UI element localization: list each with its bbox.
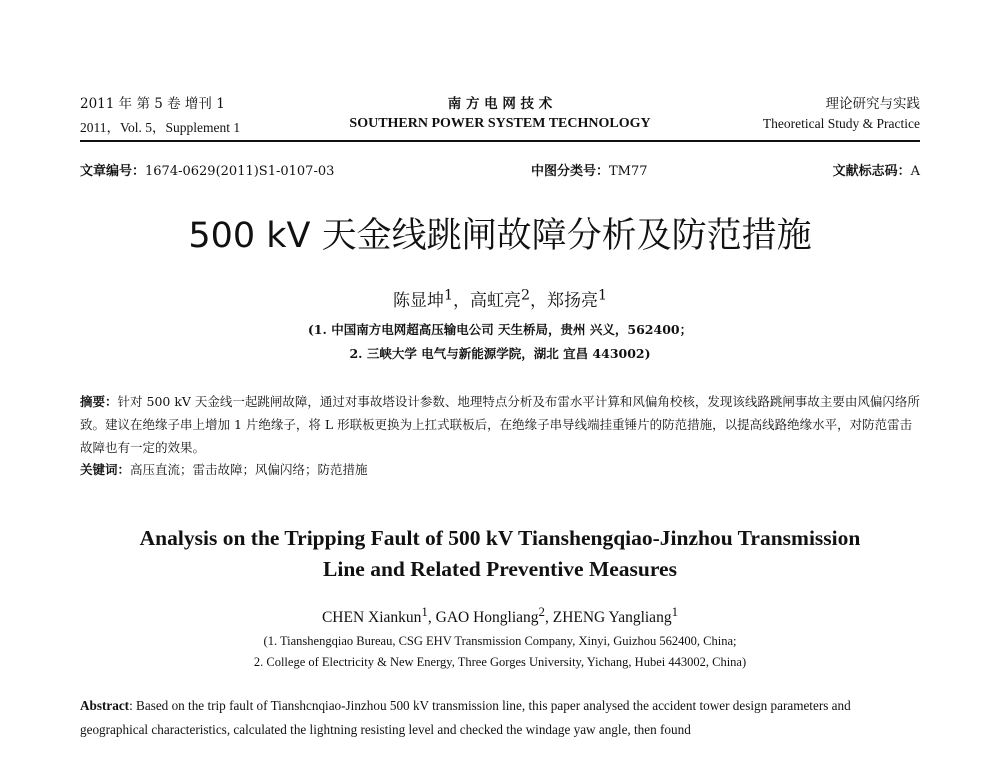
author-affiliation-mark: 2 — [538, 604, 545, 619]
english-abstract-text: : Based on the trip fault of Tianshcnqiao-Jinzhou 500 kV transmission line, this paper analysed the accident tower design parameters and geographical characteristics, calculated the lightning resisting level and checked the windage yaw angle, then found — [80, 698, 851, 737]
author-affiliation-mark: 1 — [671, 604, 679, 619]
english-title-line-2: Line and Related Preventive Measures — [323, 557, 677, 581]
chinese-abstract — [80, 390, 920, 459]
article-number-value: 1674-0629(2011)S1-0107-03 — [145, 164, 335, 179]
author-affiliation-mark: 1 — [598, 287, 608, 304]
document-code-label: 文献标志码： — [832, 164, 911, 179]
author-name: GAO Hongliang — [435, 609, 539, 627]
article-number-label: 文章编号： — [80, 164, 146, 179]
chinese-keywords — [80, 460, 920, 478]
author-separator: , — [544, 609, 553, 627]
article-meta — [80, 160, 920, 180]
author-affiliation-mark: 1 — [443, 287, 453, 304]
author-affiliation-mark: 2 — [520, 287, 530, 304]
article-number — [80, 160, 334, 179]
author-affiliation-mark: 1 — [421, 604, 428, 619]
author-name: CHEN Xiankun — [321, 609, 422, 627]
header-journal-name-cn: 南 方 电 网 技 术 — [447, 96, 553, 112]
clc-label: 中图分类号： — [531, 164, 610, 179]
author-name: 高虹亮 — [469, 291, 521, 311]
header-issue-en: 2011，Vol. 5，Supplement 1 — [80, 120, 241, 135]
chinese-title: 500 kV 天金线跳闸故障分析及防范措施 — [188, 216, 812, 256]
english-abstract — [80, 694, 920, 742]
chinese-keywords-label: 关键词： — [80, 462, 131, 477]
english-authors — [0, 604, 1000, 627]
header-section-cn: 理论研究与实践 — [825, 96, 920, 112]
document-code-value: A — [910, 164, 920, 179]
english-affiliation-1: (1. Tianshengqiao Bureau, CSG EHV Transmission Company, Xinyi, Guizhou 562400, China; — [263, 634, 737, 648]
author-separator: , — [427, 609, 436, 627]
author-separator: ， — [530, 291, 547, 311]
header-section-en: Theoretical Study & Practice — [762, 116, 920, 131]
author-name: ZHENG Yangliang — [552, 609, 672, 627]
header-divider — [80, 140, 920, 142]
clc-number — [531, 160, 648, 179]
chinese-abstract-text: 针对 500 kV 天金线一起跳闸故障，通过对事故塔设计参数、地理特点分析及布雷水平计算和风偏角校核，发现该线路跳闸事故主要由风偏闪络所致。建议在绝缘子串上增加 1 片绝缘子，将 L 形联板更换为上扛式联板后，在绝缘子串导线端挂重锤片的防范措施，以提高线路绝缘水平，对防范雷击故障也有一定的效果。 — [80, 394, 920, 455]
clc-value: TM77 — [609, 164, 648, 179]
english-abstract-label: Abstract — [80, 698, 130, 713]
header-row-chinese — [80, 92, 920, 114]
chinese-affiliation-2: 2. 三峡大学 电气与新能源学院，湖北 宜昌 443002) — [349, 346, 651, 361]
author-separator: ， — [452, 291, 470, 311]
english-affiliation-2: 2. College of Electricity & New Energy, Three Gorges University, Yichang, Hubei 443002, China) — [253, 655, 747, 669]
author-name: 陈显坤 — [392, 291, 444, 311]
chinese-affiliation-1: (1. 中国南方电网超高压输电公司 天生桥局，贵州 兴义，562400； — [307, 322, 693, 337]
chinese-keywords-text: 高压直流；雷击故障；风偏闪络；防范措施 — [130, 462, 368, 477]
journal-header — [80, 92, 920, 142]
header-issue-cn: 2011 年 第 5 卷 增刊 1 — [80, 96, 225, 112]
english-title-line-1: Analysis on the Tripping Fault of 500 kV Tianshengqiao-Jinzhou Transmission — [139, 526, 861, 550]
chinese-authors — [0, 286, 1000, 311]
author-name: 郑扬亮 — [547, 291, 598, 311]
english-title — [0, 523, 1000, 585]
chinese-abstract-label: 摘要： — [80, 394, 118, 409]
document-code — [833, 160, 920, 179]
header-journal-name-en: SOUTHERN POWER SYSTEM TECHNOLOGY — [349, 116, 651, 131]
header-row-english — [80, 116, 920, 138]
